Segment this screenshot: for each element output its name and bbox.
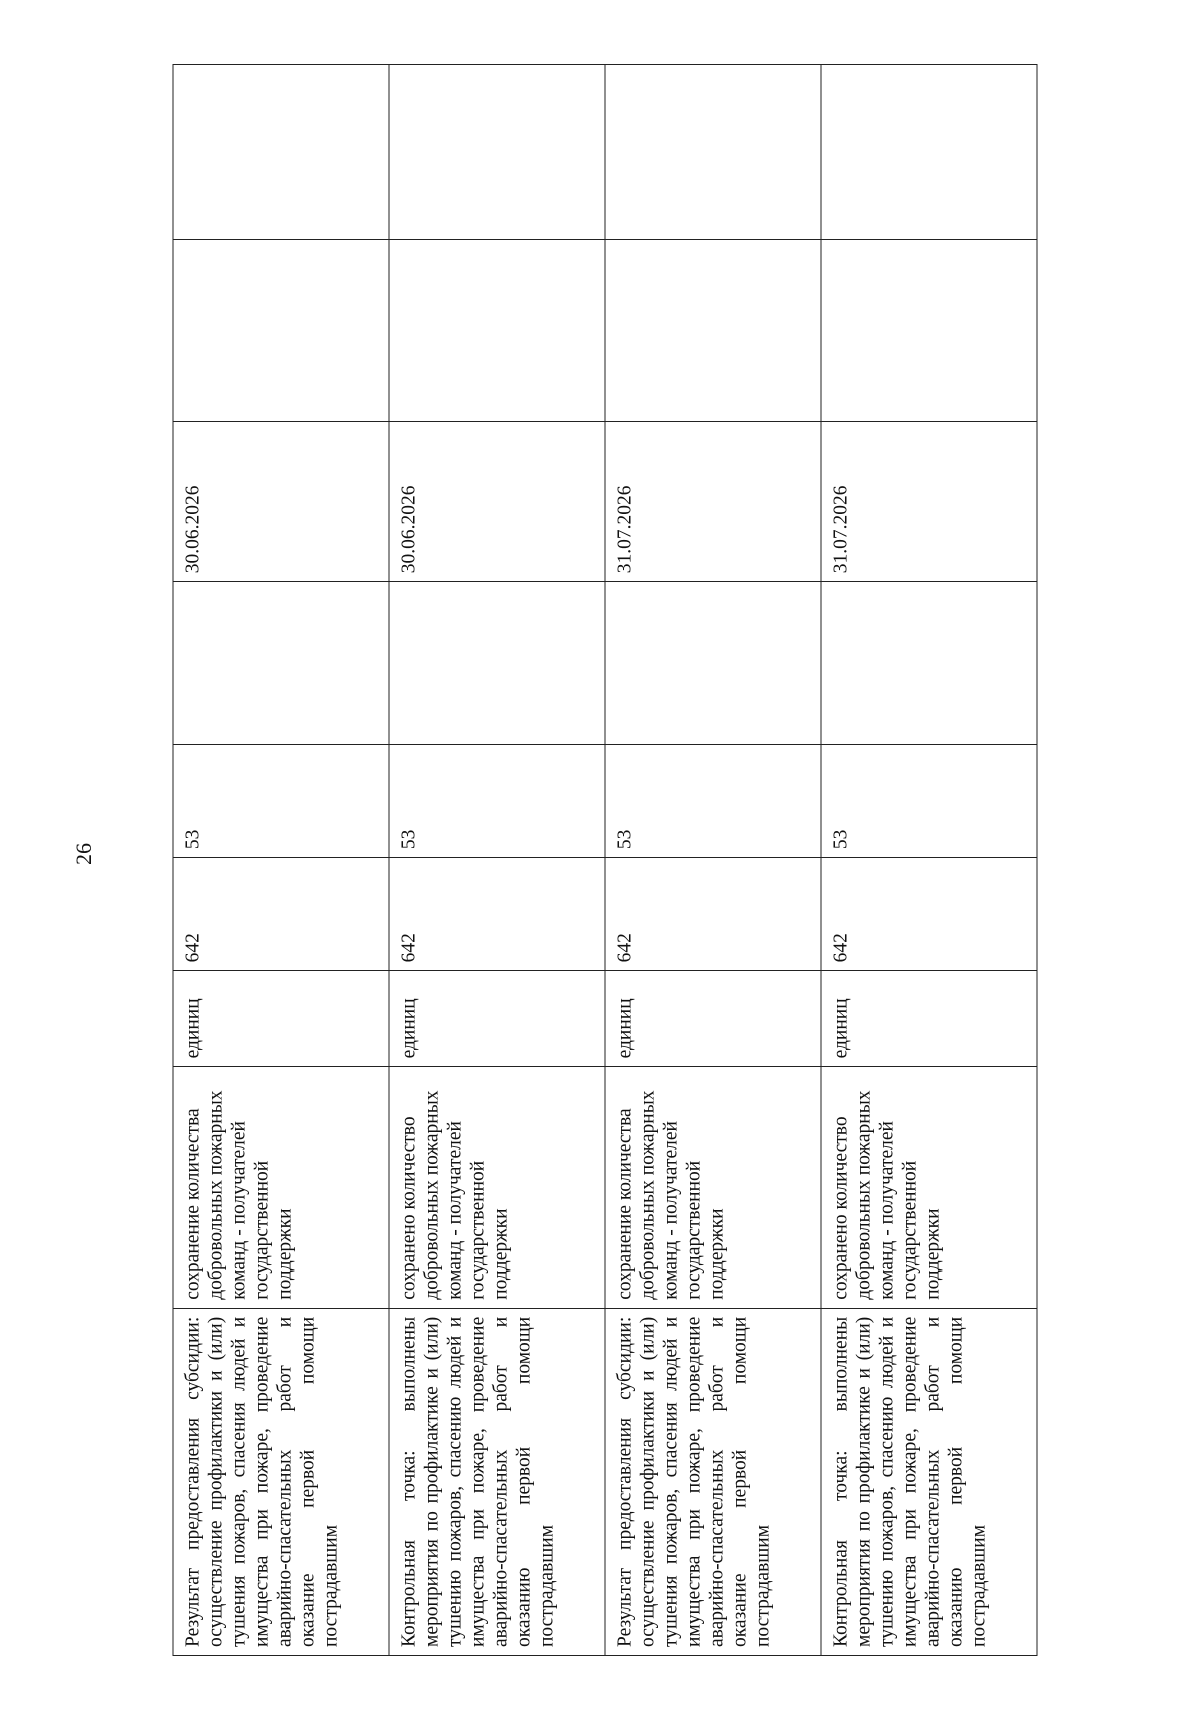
cell-unit: единиц: [821, 971, 1037, 1067]
cell-code: 642: [605, 858, 821, 971]
cell-code: 642: [173, 858, 389, 971]
table-row: [821, 65, 1037, 1656]
page-number: 26: [71, 843, 96, 865]
cell-col8: [389, 239, 605, 421]
cell-date: 30.06.2026: [173, 422, 389, 582]
cell-value: 53: [389, 744, 605, 857]
cell-date: 30.06.2026: [389, 422, 605, 582]
cell-col9: [389, 65, 605, 240]
cell-unit: единиц: [173, 971, 389, 1067]
cell-col8: [173, 239, 389, 421]
cell-unit: единиц: [605, 971, 821, 1067]
cell-col9: [605, 65, 821, 240]
cell-value: 53: [173, 744, 389, 857]
table-row: [605, 65, 821, 1656]
table-body: [173, 65, 1037, 1656]
table-container: [173, 64, 1037, 1656]
cell-code: 642: [389, 858, 605, 971]
cell-col9: [821, 65, 1037, 240]
report-table: [173, 64, 1038, 1656]
table-row: [389, 65, 605, 1656]
cell-value: 53: [821, 744, 1037, 857]
cell-result: сохранено количество добровольных пожарных команд - получателей государственной поддержки: [389, 1067, 605, 1308]
cell-code: 642: [821, 858, 1037, 971]
cell-description: Контрольная точка: выполнены мероприятия по профилактике и (или) тушению пожаров, спасению людей и имущества при пожаре, проведение аварийно-спасательных работ и оказанию первой помощи пострадавшим: [821, 1308, 1037, 1655]
cell-value: 53: [605, 744, 821, 857]
cell-date: 31.07.2026: [821, 422, 1037, 582]
cell-result: сохранение количества добровольных пожарных команд - получателей государственной поддержки: [605, 1067, 821, 1308]
cell-extra: [389, 582, 605, 745]
table-row: [173, 65, 389, 1656]
cell-col9: [173, 65, 389, 240]
cell-col8: [821, 239, 1037, 421]
cell-result: сохранение количества добровольных пожарных команд - получателей государственной поддержки: [173, 1067, 389, 1308]
cell-description: Контрольная точка: выполнены мероприятия по профилактике и (или) тушению пожаров, спасению людей и имущества при пожаре, проведение аварийно-спасательных работ и оказанию первой помощи пострадавшим: [389, 1308, 605, 1655]
cell-description: Результат предоставления субсидии: осуществление профилактики и (или) тушения пожаров, спасения людей и имущества при пожаре, проведение аварийно-спасательных работ и оказание первой помощи пострадавшим: [605, 1308, 821, 1655]
cell-extra: [605, 582, 821, 745]
cell-date: 31.07.2026: [605, 422, 821, 582]
cell-extra: [821, 582, 1037, 745]
cell-col8: [605, 239, 821, 421]
cell-extra: [173, 582, 389, 745]
cell-unit: единиц: [389, 971, 605, 1067]
cell-result: сохранено количество добровольных пожарных команд - получателей государственной поддержки: [821, 1067, 1037, 1308]
cell-description: Результат предоставления субсидии: осуществление профилактики и (или) тушения пожаров, спасения людей и имущества при пожаре, проведение аварийно-спасательных работ и оказание первой помощи пострадавшим: [173, 1308, 389, 1655]
